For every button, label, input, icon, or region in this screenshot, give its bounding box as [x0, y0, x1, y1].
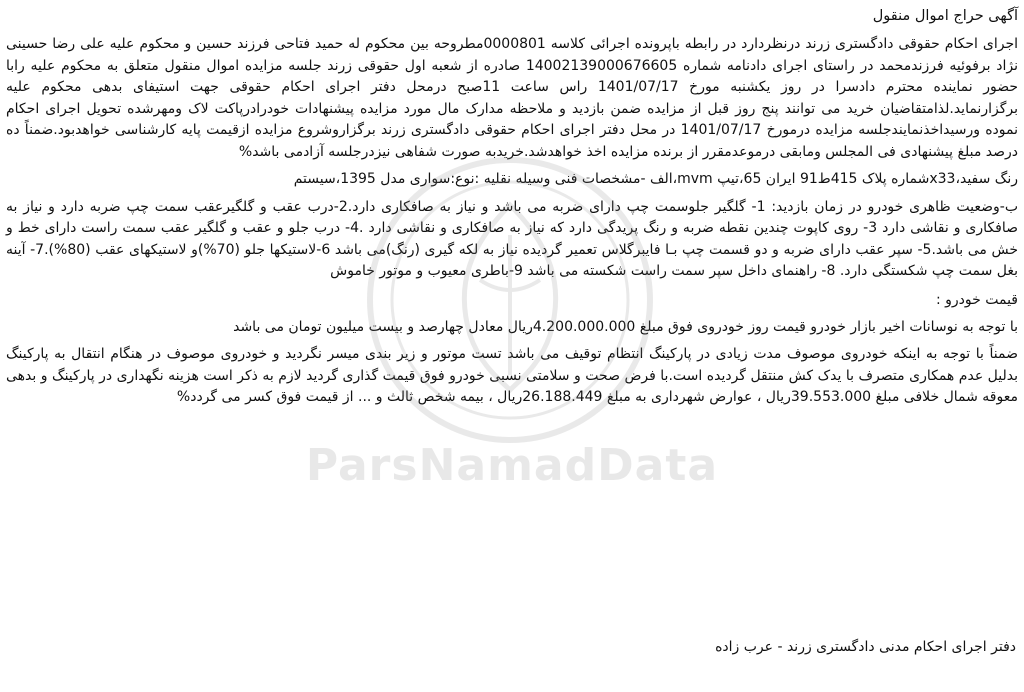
deductions-paragraph: ضمناً با توجه به اینکه خودروی موصوف مدت زیادی در پارکینگ انتظام توقیف می باشد تست موتور و زیر بندی میسر نگردید و خودروی موصوف در هنگام انتقال به پارکینگ بدلیل عدم همکاری متصرف با یدک کش منتقل گردیده است.با فرض صحت و سلامتی نسبی خودرو فوق قیمت گذاری گردید لازم به ذکر است هزینه نگهداری در پارکینگ و بدهی معوقه شمال خلافی مبلغ 39.553.000ریال ، عوارض شهرداری به مبلغ 26.188.449ریال ، بیمه شخص ثالث و ... از قیمت فوق کسر می گردد%	[6, 346, 1018, 405]
vehicle-condition-paragraph: ب-وضعیت ظاهری خودرو در زمان بازدید: 1- گلگیر جلوسمت چپ دارای ضربه می باشد و نیاز به صافکاری دارد.2-درب عقب و گلگیرعقب سمت چپ ضربه دارد و نیاز به صافکاری و نقاشی دارد 3- روی کاپوت چندین نقطه ضربه و رنگ پریدگی دارد که نیاز به صافکاری و نقاشی دارد .4- درب جلو و عقب و گلگیر عقب سمت راست دارای خط و خش می باشد.5- سپر عقب دارای ضربه و دو قسمت چپ بـا فایبرگلاس تعمیر گردیده نیاز به لکه گیری (رنگ)می باشد 6-لاستیکها جلو (70%)و لاستیکهای عقب (80%).7- آینه بغل سمت چپ شکستگی دارد. 8- راهنمای داخل سپر سمت راست شکسته می باشد 9-باطری معیوب و موتور خاموش	[6, 198, 1019, 279]
price-label: قیمت خودرو :	[935, 291, 1018, 308]
notice-title: آگهی حراج اموال منقول	[872, 8, 1018, 24]
auction-details-paragraph: اجرای احکام حقوقی دادگستری زرند درنظردارد در رابطه باپرونده اجرائی کلاسه 0000801مطروحه بین محکوم له حمید فتاحی فرزند حسین و محکوم علیه علی رضا حسینی نژاد برفوئیه فرزندمحمد در راستای اجرای دادنامه شماره 14002139000676605 صادره از شعبه اول حقوقی زرند جلسه مزایده اموال منقول متعلق به محکوم علیه رابا حضور نماینده محترم دادسرا در روز یکشنبه مورخ 1401/07/17 راس ساعت 11صبح درمحل دفتر اجرای احکام حقوقی جهت استیفای بدهی محکوم علیه برگزارنماید.لذامتقاضیان خرید می توانند پنج روز قبل از مزایده ضمن بازدید و ملاحظه مدارک مال مورد مزایده پیشنهادات خودرادرپاکت لاک ومهرشده تحویل اجرای احکام نموده ورسیداخذنمایندجلسه مزایده درمورخ 1401/07/17 در محل دفتر اجرای احکام حقوقی دادگستری زرند برگزاروشروع مزایده ازقیمت پایه کارشناسی خواهدبود.ضمناً ده درصد مبلغ پیشنهادی فی المجلس ومابقی درموعدمقرر از برنده مزایده اخذ خواهدشد.خریدبه صورت شفاهی نیزدرجلسه آزادمی باشد%	[6, 36, 1019, 160]
vehicle-specs-paragraph: رنگ سفید،x33شماره پلاک 415ط91 ایران 65،تیپ mvm،الف -مشخصات فنی وسیله نقلیه :نوع:سواری مدل 1395،سیستم	[293, 171, 1018, 187]
watermark-text: ParsNamadData	[305, 440, 719, 491]
price-paragraph: با توجه به نوسانات اخیر بازار خودرو قیمت روز خودروی فوق مبلغ 4.200.000.000ریال معادل چهارصد و بیست میلیون تومان می باشد	[233, 318, 1018, 335]
signature-line: دفتر اجرای احکام مدنی دادگستری زرند - عرب زاده	[715, 639, 1016, 655]
